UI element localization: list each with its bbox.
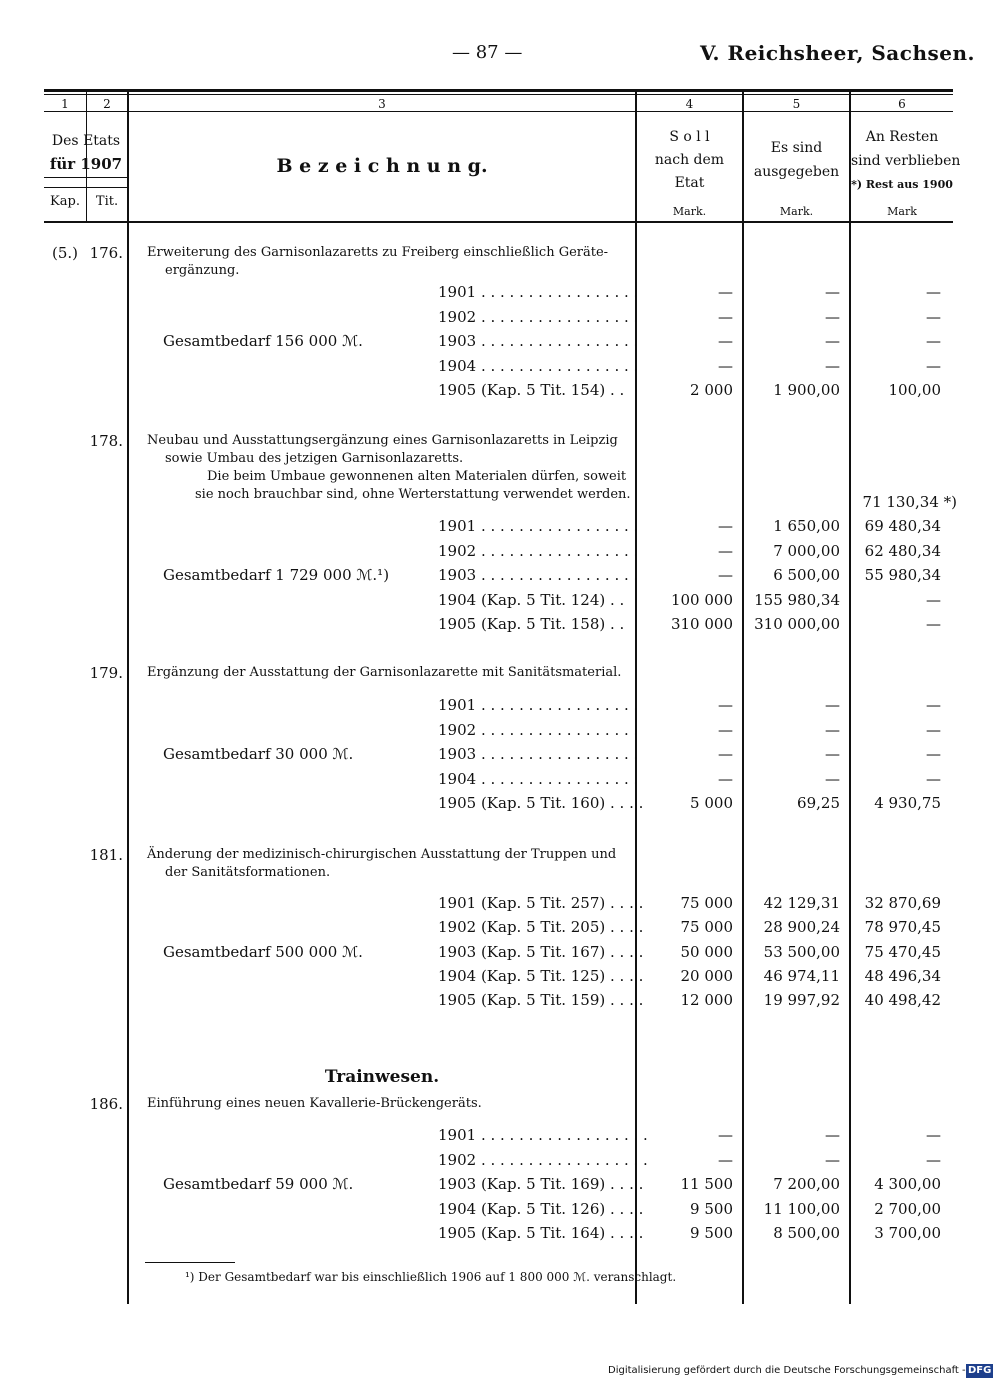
mark-heading-4: Mark. xyxy=(672,205,707,218)
ausgegeben-value: — xyxy=(825,283,840,301)
year-row-label: 1904 (Kap. 5 Tit. 126) . . . . xyxy=(438,1200,644,1218)
year-row-label: 1905 (Kap. 5 Tit. 164) . . . . xyxy=(438,1224,644,1242)
soll-value: 9 500 xyxy=(690,1224,733,1242)
tit-number: 179. xyxy=(89,664,123,682)
ausgegeben-value: 19 997,92 xyxy=(763,991,840,1009)
rest-value: — xyxy=(926,1151,941,1169)
header-bottom-rule xyxy=(44,221,953,223)
year-row-label: 1901 . . . . . . . . . . . . . . . . . xyxy=(438,517,639,535)
description-line: ergänzung. xyxy=(165,263,240,278)
gesamtbedarf: Gesamtbedarf 156 000 ℳ. xyxy=(163,332,363,350)
soll-value: 75 000 xyxy=(680,894,733,912)
rest-value: 78 970,45 xyxy=(864,918,941,936)
year-row-label: 1902 . . . . . . . . . . . . . . . . . . xyxy=(438,1151,648,1169)
soll-value: — xyxy=(718,542,733,560)
rest-value: — xyxy=(926,770,941,788)
year-row-label: 1903 . . . . . . . . . . . . . . . . . xyxy=(438,745,639,763)
ausgegeben-value: — xyxy=(825,1151,840,1169)
running-title: V. Reichsheer, Sachsen. xyxy=(700,41,975,65)
ausgegeben-heading-line1: Es sind xyxy=(770,140,823,156)
col-number-3: 3 xyxy=(378,97,386,111)
ausgegeben-value: — xyxy=(825,770,840,788)
rest-value: 62 480,34 xyxy=(864,542,941,560)
soll-value: — xyxy=(718,357,733,375)
kap-heading: Kap. xyxy=(50,194,80,209)
soll-value: 5 000 xyxy=(690,794,733,812)
ausgegeben-value: — xyxy=(825,308,840,326)
page-number: — 87 — xyxy=(452,42,523,63)
ausgegeben-value: — xyxy=(825,1126,840,1144)
rest-value: 48 496,34 xyxy=(864,967,941,985)
year-row-label: 1905 (Kap. 5 Tit. 158) . . xyxy=(438,615,625,633)
tit-number: 178. xyxy=(89,432,123,450)
rest-value: 32 870,69 xyxy=(864,894,941,912)
ausgegeben-value: 6 500,00 xyxy=(773,566,840,584)
year-row-label: 1902 . . . . . . . . . . . . . . . . . xyxy=(438,542,639,560)
soll-value: 20 000 xyxy=(680,967,733,985)
description-line: Änderung der medizinisch-chirurgischen Ausstattung der Truppen und xyxy=(147,847,617,862)
year-row-label: 1902 . . . . . . . . . . . . . . . . . xyxy=(438,721,639,739)
tit-number: 176. xyxy=(89,244,123,262)
rest-value: — xyxy=(926,591,941,609)
rest-value: 40 498,42 xyxy=(864,991,941,1009)
year-row-label: 1904 . . . . . . . . . . . . . . . . . xyxy=(438,357,639,375)
rest-value: — xyxy=(926,357,941,375)
year-row-label: 1903 . . . . . . . . . . . . . . . . . xyxy=(438,332,639,350)
soll-value: — xyxy=(718,517,733,535)
rest-value: 3 700,00 xyxy=(874,1224,941,1242)
mark-heading-6: Mark xyxy=(887,205,917,218)
year-row-label: 1905 (Kap. 5 Tit. 160) . . . . xyxy=(438,794,644,812)
gesamtbedarf: Gesamtbedarf 30 000 ℳ. xyxy=(163,745,354,763)
rest-value: — xyxy=(926,1126,941,1144)
col-number-5: 5 xyxy=(792,97,801,111)
ausgegeben-value: — xyxy=(825,696,840,714)
tit-number: 181. xyxy=(89,846,123,864)
year-row-label: 1901 (Kap. 5 Tit. 257) . . . . xyxy=(438,894,644,912)
ausgegeben-value: 42 129,31 xyxy=(763,894,840,912)
year-row-label: 1901 . . . . . . . . . . . . . . . . . xyxy=(438,696,639,714)
description-line: Neubau und Ausstattungsergänzung eines Garnisonlazaretts in Leipzig xyxy=(147,433,618,448)
ausgegeben-value: 69,25 xyxy=(797,794,840,812)
year-row-label: 1903 (Kap. 5 Tit. 169) . . . . xyxy=(438,1175,644,1193)
description-line: Ergänzung der Ausstattung der Garnisonlazarette mit Sanitätsmaterial. xyxy=(147,665,622,680)
ausgegeben-value: 7 200,00 xyxy=(773,1175,840,1193)
soll-value: 2 000 xyxy=(690,381,733,399)
ausgegeben-value: 8 500,00 xyxy=(773,1224,840,1242)
ausgegeben-value: — xyxy=(825,357,840,375)
soll-value: — xyxy=(718,745,733,763)
reste-heading-line1: An Resten xyxy=(865,129,939,145)
rest-value: 69 480,34 xyxy=(864,517,941,535)
col-number-4: 4 xyxy=(685,97,694,111)
rest-value: — xyxy=(926,283,941,301)
rest-value: 4 930,75 xyxy=(874,794,941,812)
soll-heading-line3: Etat xyxy=(674,175,705,191)
soll-value: — xyxy=(718,332,733,350)
soll-value: — xyxy=(718,1151,733,1169)
year-row-label: 1905 (Kap. 5 Tit. 154) . . xyxy=(438,381,625,399)
soll-value: 75 000 xyxy=(680,918,733,936)
rest-value: 2 700,00 xyxy=(874,1200,941,1218)
rest-value: — xyxy=(926,332,941,350)
bezeichnung-heading: B e z e i c h n u n g. xyxy=(276,155,488,177)
soll-value: — xyxy=(718,721,733,739)
soll-value: 11 500 xyxy=(680,1175,733,1193)
ausgegeben-value: 155 980,34 xyxy=(754,591,840,609)
rest-value: 75 470,45 xyxy=(864,943,941,961)
footnote: ¹) Der Gesamtbedarf war bis einschließlich 1906 auf 1 800 000 ℳ. veranschlagt. xyxy=(185,1270,677,1284)
ausgegeben-value: 28 900,24 xyxy=(763,918,840,936)
soll-value: 310 000 xyxy=(670,615,733,633)
ausgegeben-value: 1 650,00 xyxy=(773,517,840,535)
year-row-label: 1903 . . . . . . . . . . . . . . . . . xyxy=(438,566,639,584)
soll-value: — xyxy=(718,770,733,788)
rest-value: 55 980,34 xyxy=(864,566,941,584)
etats-heading-line1: Des Etats xyxy=(51,133,121,149)
rest-value: 100,00 xyxy=(888,381,941,399)
soll-value: 12 000 xyxy=(680,991,733,1009)
etats-heading-line2: für 1907 xyxy=(49,155,123,173)
soll-heading-line2: nach dem xyxy=(654,152,725,168)
gesamtbedarf: Gesamtbedarf 59 000 ℳ. xyxy=(163,1175,354,1193)
col-number-6: 6 xyxy=(898,97,906,111)
soll-value: 50 000 xyxy=(680,943,733,961)
tit-number: 186. xyxy=(89,1095,123,1113)
description-line: sowie Umbau des jetzigen Garnisonlazaretts. xyxy=(165,451,464,466)
section-heading: Trainwesen. xyxy=(324,1067,440,1087)
year-row-label: 1904 . . . . . . . . . . . . . . . . . xyxy=(438,770,639,788)
year-row-label: 1904 (Kap. 5 Tit. 124) . . xyxy=(438,591,625,609)
col-number-2: 2 xyxy=(103,97,111,111)
mark-heading-5: Mark. xyxy=(779,205,814,218)
digitization-credit: Digitalisierung gefördert durch die Deutsche Forschungsgemeinschaft - xyxy=(608,1365,966,1376)
rest-value: 4 300,00 xyxy=(874,1175,941,1193)
soll-value: — xyxy=(718,696,733,714)
description-line: Die beim Umbaue gewonnenen alten Materialen dürfen, soweit xyxy=(207,469,627,484)
year-row-label: 1903 (Kap. 5 Tit. 167) . . . . xyxy=(438,943,644,961)
ausgegeben-value: 53 500,00 xyxy=(763,943,840,961)
top-rule-thick xyxy=(44,89,953,92)
rest-value: — xyxy=(926,696,941,714)
rest-value: — xyxy=(926,308,941,326)
soll-value: — xyxy=(718,566,733,584)
year-row-label: 1902 . . . . . . . . . . . . . . . . . xyxy=(438,308,639,326)
tit-heading: Tit. xyxy=(95,194,119,209)
ausgegeben-value: 310 000,00 xyxy=(754,615,840,633)
soll-value: — xyxy=(718,283,733,301)
description-line: sie noch brauchbar sind, ohne Werterstattung verwendet werden. xyxy=(195,487,631,502)
description-line: Erweiterung des Garnisonlazaretts zu Freiberg einschließlich Geräte- xyxy=(147,245,609,260)
description-line: Einführung eines neuen Kavallerie-Brückengeräts. xyxy=(147,1096,482,1111)
ausgegeben-value: 1 900,00 xyxy=(773,381,840,399)
gesamtbedarf: Gesamtbedarf 1 729 000 ℳ.¹) xyxy=(163,566,390,584)
year-row-label: 1904 (Kap. 5 Tit. 125) . . . . xyxy=(438,967,644,985)
ausgegeben-value: 7 000,00 xyxy=(773,542,840,560)
ausgegeben-heading-line2: ausgegeben xyxy=(753,164,840,180)
soll-value: — xyxy=(718,1126,733,1144)
rest-value: — xyxy=(926,745,941,763)
description-line: der Sanitätsformationen. xyxy=(165,865,331,880)
ausgegeben-value: — xyxy=(825,332,840,350)
year-row-label: 1905 (Kap. 5 Tit. 159) . . . . xyxy=(438,991,644,1009)
soll-value: 9 500 xyxy=(690,1200,733,1218)
rest-value: — xyxy=(926,615,941,633)
reste-heading-line3: *) Rest aus 1900 xyxy=(851,178,953,191)
year-row-label: 1902 (Kap. 5 Tit. 205) . . . . xyxy=(438,918,644,936)
ausgegeben-value: 46 974,11 xyxy=(763,967,840,985)
footnote-rule xyxy=(145,1262,235,1263)
col-number-1: 1 xyxy=(61,97,69,111)
carryover-rest: 71 130,34 *) xyxy=(862,493,957,511)
col-divider-2 xyxy=(127,92,129,1304)
gesamtbedarf: Gesamtbedarf 500 000 ℳ. xyxy=(163,943,363,961)
ausgegeben-value: — xyxy=(825,745,840,763)
reste-heading-line2: sind verblieben xyxy=(851,153,961,169)
year-row-label: 1901 . . . . . . . . . . . . . . . . . xyxy=(438,283,639,301)
soll-value: — xyxy=(718,308,733,326)
year-row-label: 1901 . . . . . . . . . . . . . . . . . . xyxy=(438,1126,648,1144)
ausgegeben-value: 11 100,00 xyxy=(763,1200,840,1218)
kap-number: (5.) xyxy=(51,244,78,262)
ausgegeben-value: — xyxy=(825,721,840,739)
rest-value: — xyxy=(926,721,941,739)
soll-heading-line1: S o l l xyxy=(669,129,710,145)
soll-value: 100 000 xyxy=(670,591,733,609)
dfg-logo: DFG xyxy=(968,1365,992,1376)
